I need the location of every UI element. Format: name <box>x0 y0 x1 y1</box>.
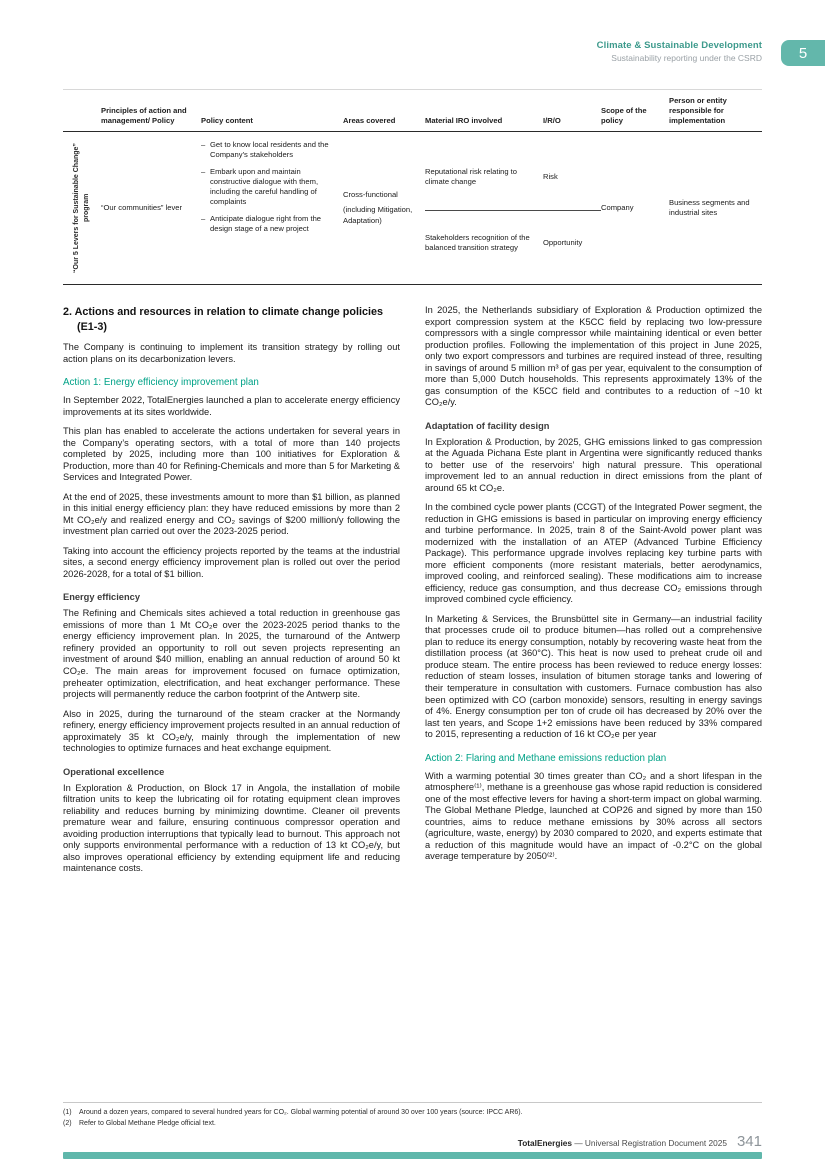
footnote <box>63 1108 762 1119</box>
paragraph: Taking into account the efficiency projects reported by the teams at the industrial sites, a second energy efficiency improvement plan is rolled out over the period 2026-2028, for a total of $1 billion. <box>63 545 400 579</box>
table-header-material-iro: Material IRO involved <box>425 116 503 126</box>
left-column <box>63 305 400 883</box>
footer-text <box>518 1138 727 1148</box>
table-header-areas-covered: Areas covered <box>343 116 396 126</box>
iro-type: Opportunity <box>543 237 583 247</box>
section-subtitle: Sustainability reporting under the CSRD <box>611 53 762 63</box>
paragraph: In Marketing & Services, the Brunsbüttel site in Germany—an industrial facility that processes crude oil to produce bitumen—has rolled out a comprehensive plan to reduce its energy consumption, notably by recovering waste heat from the distillation process (at 360°C). This heat is now used to preheat crude oil and produce steam. The entire process has been reviewed to reduce energy losses: reduction of steam losses, insulation of bitumen storage tanks and lowering of their temperature in consultation with customers. Furnace combustion has also been optimized with CO (carbon monoxide) sensors, resulting in energy savings of 4%. Energy consumption per ton of crude oil has decreased by 20% over the last ten years, and Scope 1+2 emissions have been reduced by 33% compared to 2015, representing a reduction of 16 kt CO₂e per year <box>425 613 762 740</box>
page-number: 341 <box>736 1133 762 1150</box>
section-heading: 2. Actions and resources in relation to climate change policies (E1-3) <box>63 306 384 333</box>
table-header-iro: I/R/O <box>543 116 561 126</box>
iro-row <box>425 150 601 205</box>
action-2-heading: Action 2: Flaring and Methane emissions reduction plan <box>425 752 667 764</box>
row-group-label: “Our 5 Levers for Sustainable Change” program <box>73 143 90 274</box>
iro-type: Risk <box>543 172 558 182</box>
paragraph: In 2025, the Netherlands subsidiary of Exploration & Production optimized the export compression system at the K5CC field by replacing two low-pressure compressors with a single compressor while maintaining identical or even better production profiles. Following the implementation of this project in June 2025, only two export compressors and turbines are required instead of three, resulting in savings of around 5 million m³ of gas per year, equivalent to the consumption of more than 5,000 Dutch households. This represents approximately 13% of the gas consumption of the K5CC field and contributes to a reduction of ~10 kt CO₂e/y. <box>425 305 762 408</box>
policy-content-item: – Anticipate dialogue right from the design stage of a new project <box>201 214 333 235</box>
areas-covered-line: (including Mitigation, Adaptation) <box>343 205 413 225</box>
page-header <box>63 40 762 63</box>
paragraph: In Exploration & Production, by 2025, GHG emissions linked to gas compression at the Aguada Pichana Este plant in Argentina were significantly reduced thanks to better use of the reservoirs’ high natural pressure. This operational improvement led to an annual reduction in direct emissions from the plant of around 65 kt CO₂e. <box>425 436 762 493</box>
table-header-policy-content: Policy content <box>201 116 253 126</box>
paragraph: At the end of 2025, these investments amount to more than $1 billion, as planned in this initial energy efficiency plan: they have reduced emissions by more than 2 Mt CO₂e/y and realized energy and CO₂ savings of $200 million/y following the investment plan carried out over the 2023-2025 period. <box>63 491 400 537</box>
table-header-responsible: Person or entity responsible for implementation <box>669 96 727 126</box>
header-text <box>597 40 762 63</box>
policy-table-body-row <box>63 132 762 285</box>
cell-responsible: Business segments and industrial sites <box>669 197 750 218</box>
bottom-accent-bar <box>63 1152 762 1159</box>
footer-brand: TotalEnergies <box>517 1138 572 1148</box>
page-footer <box>63 1133 762 1150</box>
cell-scope: Company <box>601 202 634 212</box>
section-title: Climate & Sustainable Development <box>596 40 762 51</box>
footnote-number: (1) <box>63 1109 72 1116</box>
footnote <box>63 1119 762 1130</box>
paragraph: Also in 2025, during the turnaround of the steam cracker at the Normandy refinery, energy efficiency improvement projects resulted in an annual reduction of approximately 35 kt CO₂e/y, mainly through the implementation of new technologies to optimize furnaces and heat exchange equipment. <box>63 708 400 754</box>
iro-material: Reputational risk relating to climate change <box>425 167 518 187</box>
footnote-number: (2) <box>63 1119 72 1127</box>
iro-material: Stakeholders recognition of the balanced transition strategy <box>425 232 530 252</box>
cell-material-iro-block <box>425 132 601 284</box>
footer-document-title: — Universal Registration Document 2025 <box>574 1138 727 1148</box>
cell-policy-content <box>201 132 343 284</box>
sub-heading-operational-excellence: Operational excellence <box>63 766 165 777</box>
footnote-text: Refer to Global Methane Pledge official text. <box>79 1119 216 1127</box>
paragraph: The Company is continuing to implement its transition strategy by rolling out action plans on its decarbonization levers. <box>63 342 400 364</box>
sub-heading-energy-efficiency: Energy efficiency <box>63 592 140 603</box>
policy-table <box>63 89 762 285</box>
paragraph: In the combined cycle power plants (CCGT) of the Integrated Power segment, the reduction in GHG emissions is based in particular on improving energy efficiency and turbine performance. In 2025, train 8 of the Saint-Avold power plant was modernized with the installation of an ATEP (Advanced Turbine Efficiency Package). This performance upgrade involves replacing key turbine parts with more efficient components (more resistant materials, better aerodynamics, improved cooling, and reinforced sealing). These modifications aim to increase efficiency, reduce gas consumption, and thus decrease CO₂ emissions through improved combined cycle efficiency. <box>425 502 762 605</box>
chapter-number-badge: 5 <box>781 40 825 66</box>
table-header-principles: Principles of action and management/ Policy <box>101 106 187 126</box>
policy-content-item: – Get to know local residents and the Company’s stakeholders <box>201 140 333 161</box>
paragraph: This plan has enabled to accelerate the actions undertaken for several years in the Company’s operating sectors, with a total of more than 140 projects completed by 2025, including more than 100 initiatives for Exploration & Production, more than 40 for Refining-Chemicals and more than 5 for Marketing & Services and Integrated Power. <box>63 426 400 483</box>
policy-table-header-row <box>63 89 762 132</box>
policy-content-item: – Embark upon and maintain constructive dialogue with them, including the careful handling of complaints <box>201 167 333 208</box>
sub-heading-adaptation-facility-design: Adaptation of facility design <box>425 420 550 431</box>
footnotes <box>63 1102 762 1130</box>
table-header-scope: Scope of the policy <box>601 106 647 126</box>
action-1-heading: Action 1: Energy efficiency improvement plan <box>63 377 259 389</box>
iro-row <box>425 216 601 271</box>
iro-divider <box>425 210 601 211</box>
areas-covered-line: Cross-functional <box>343 190 398 200</box>
paragraph: In Exploration & Production, on Block 17 in Angola, the installation of mobile filtration units to keep the lubricating oil for rotating equipment clean improves reliability and reduces burning by minimizing downtime. Cleaner oil prevents premature wear and failure, ensuring continuous compressor operation and avoiding production interruptions that typically lead to burnout. This approach not only supports environmental performance with a reduction of 13 kt CO₂e/y, but also improves operational efficiency by extending equipment life and reducing maintenance costs. <box>63 782 400 874</box>
right-column <box>425 305 762 883</box>
paragraph: In September 2022, TotalEnergies launched a plan to accelerate energy efficiency improvements at its sites worldwide. <box>63 395 400 417</box>
body-columns <box>63 305 762 883</box>
paragraph: With a warming potential 30 times greater than CO₂ and a short lifespan in the atmosphere⁽¹⁾, methane is a greenhouse gas whose rapid reduction is considered one of the most effective levers for having a short-term impact on global warming. The Global Methane Pledge, launched at COP26 and signed by more than 150 countries, aims to reduce methane emissions by 30% across all sectors (agriculture, waste, energy) by 2030 compared to 2020, and experts estimate that a reduction of this magnitude would have an impact of -0.2°C on the global average temperature by 2050⁽²⁾. <box>425 770 762 862</box>
paragraph: The Refining and Chemicals sites achieved a total reduction in greenhouse gas emissions of more than 1 Mt CO₂e over the 2023-2025 period thanks to the energy efficiency improvement plan. In 2025, the turnaround of the Antwerp refinery provided an opportunity to roll out seven projects representing an investment of around $40 million, enabling an annual reduction of around 50 kt CO₂e. The main areas for improvement focused on furnace optimization, preheater optimization, electrification, and heat exchanger performance. These projects will permanently reduce the carbon footprint of the Antwerp site. <box>63 608 400 700</box>
footnote-text: Around a dozen years, compared to several hundred years for CO₂. Global warming potential of around 30 over 100 years (source: IPCC AR6). <box>79 1109 523 1116</box>
cell-areas-covered <box>343 132 425 284</box>
cell-policy: “Our communities” lever <box>101 202 183 212</box>
